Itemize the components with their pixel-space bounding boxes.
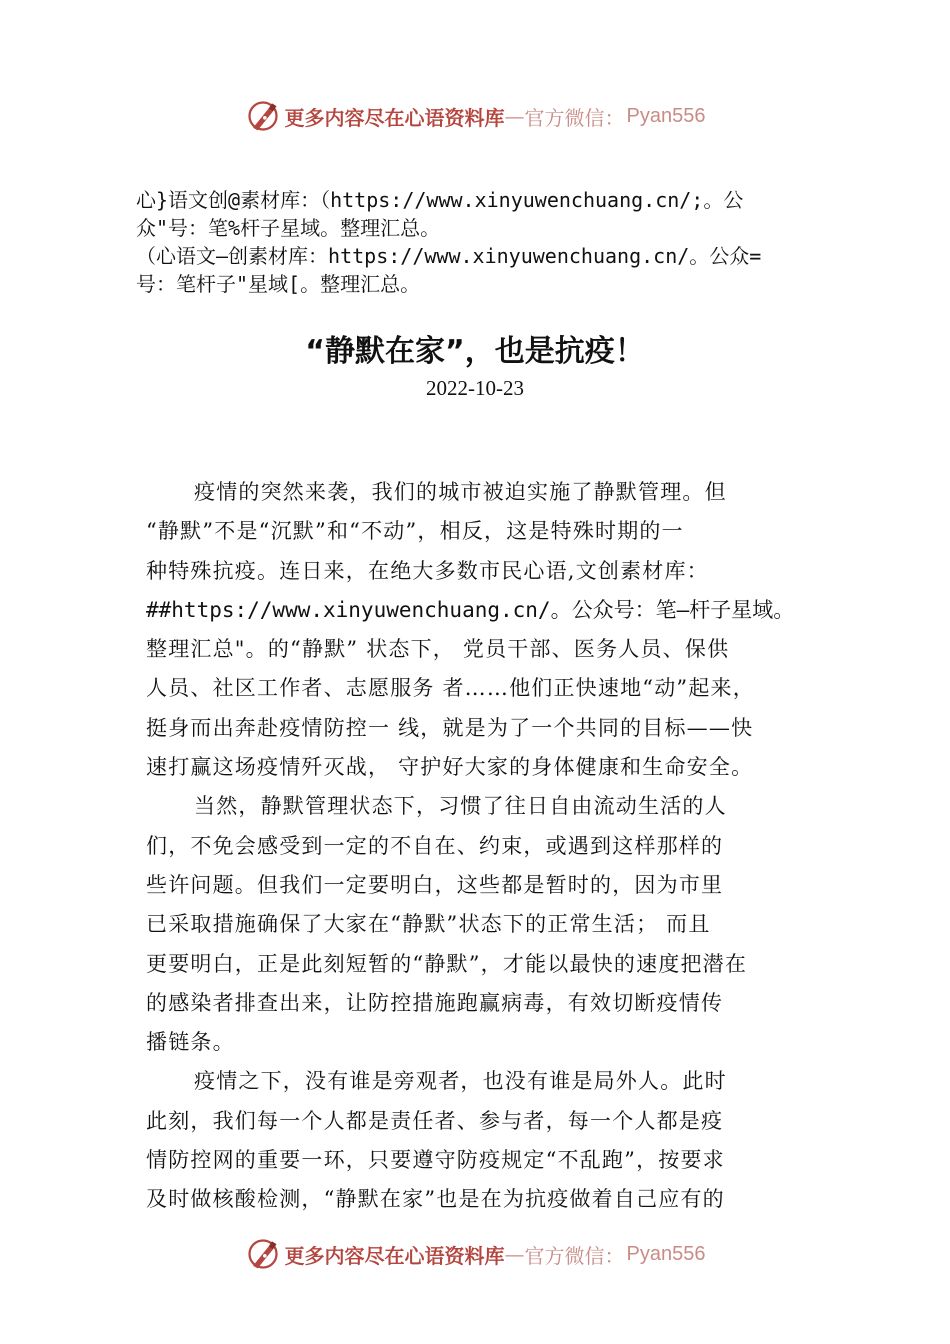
banner-brand-text: 更多内容尽在心语资料库 (284, 1243, 505, 1268)
body-line: 整理汇总"。的“静默” 状态下， 党员干部、医务人员、保供 (146, 637, 730, 662)
header-banner (0, 96, 950, 136)
source-line: 心}语文创@素材库：（https://www.xinyuwenchuang.cn/;。公 (136, 188, 744, 212)
body-line: 疫情的突然来袭，我们的城市被迫实施了静默管理。但 (194, 480, 727, 504)
body-line: 的感染者排查出来，让防控措施跑赢病毒，有效切断疫情传 (146, 990, 724, 1015)
body-line: 情防控网的重要一环，只要遵守防疫规定“不乱跑”，按要求 (146, 1148, 725, 1173)
banner-dash: — (504, 1242, 525, 1266)
banner-brand-text: 更多内容尽在心语资料库 (284, 105, 505, 130)
body-line: ##https://www.xinyuwenchuang.cn/。公众号：笔—杆子星域。 (146, 597, 795, 622)
source-line: （心语文—创素材库：https://www.xinyuwenchuang.cn/。公众= (136, 244, 762, 268)
body-line: 种特殊抗疫。连日来，在绝大多数市民心语,文创素材库： (146, 558, 709, 583)
body-line: 人员、社区工作者、志愿服务 者……他们正快速地“动”起来， (146, 676, 755, 701)
footer-banner (0, 1234, 950, 1274)
banner-dash: — (504, 104, 525, 128)
body-line: 及时做核酸检测，“静默在家”也是在为抗疫做着自己应有的 (146, 1187, 725, 1212)
body-line: 已采取措施确保了大家在“静默”状态下的正常生活； 而且 (146, 912, 711, 937)
body-line: 们，不免会感受到一定的不自在、约束，或遇到这样那样的 (146, 833, 724, 858)
banner-wechat-handle: Pyan556 (626, 1242, 706, 1265)
fountain-pen-icon (245, 98, 281, 134)
body-line: 播链条。 (146, 1030, 235, 1055)
body-line: 更要明白，正是此刻短暂的“静默”，才能以最快的速度把潜在 (146, 951, 748, 976)
body-line: 疫情之下，没有谁是旁观者，也没有谁是局外人。此时 (194, 1069, 727, 1094)
body-line: 此刻，我们每一个人都是责任者、参与者，每一个人都是疫 (146, 1108, 724, 1133)
source-line: 众"号：笔%杆子星域。整理汇总。 (136, 216, 441, 240)
body-line: 挺身而出奔赴疫情防控一 线，就是为了一个共同的目标——快 (146, 715, 754, 740)
source-line: 号：笔杆子"星域[。整理汇总。 (136, 272, 421, 296)
banner-official-label: 官方微信： (524, 1243, 625, 1268)
banner-wechat-handle: Pyan556 (626, 104, 706, 127)
article-date: 2022-10-23 (426, 376, 524, 400)
body-line: 速打赢这场疫情歼灭战， 守护好大家的身体健康和生命安全。 (146, 755, 754, 780)
body-line: “静默”不是“沉默”和“不动”，相反，这是特殊时期的一 (146, 519, 684, 544)
banner-official-label: 官方微信： (524, 105, 625, 130)
source-notice (136, 186, 846, 298)
body-line: 些许问题。但我们一定要明白，这些都是暂时的，因为市里 (146, 872, 724, 897)
article-body (146, 473, 846, 1220)
fountain-pen-icon (245, 1236, 281, 1272)
article-title: “静默在家”，也是抗疫！ (305, 334, 645, 369)
body-line: 当然，静默管理状态下，习惯了往日自由流动生活的人 (194, 794, 727, 819)
